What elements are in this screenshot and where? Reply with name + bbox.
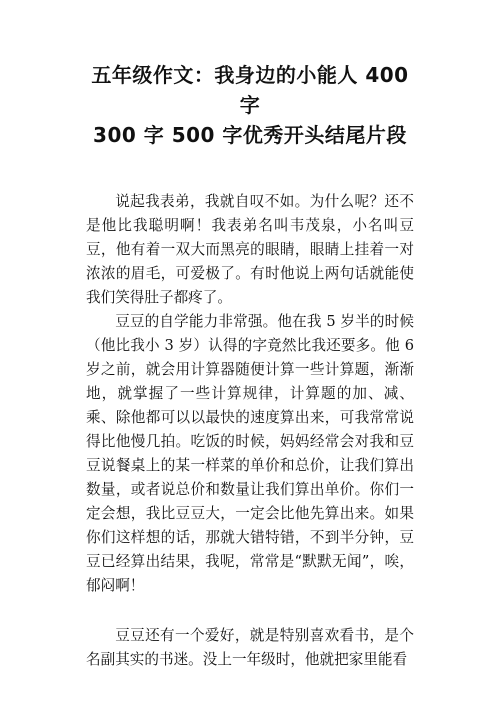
paragraph-2: 豆豆的自学能力非常强。他在我 5 岁半的时候（他比我小 3 岁）认得的字竟然比我还要多。他 6 岁之前，就会用计算器随便计算一些计算题，渐渐地，就掌握了一些计算规律，计算题的加、减、乘、除他都可以以最快的速度算出来，可我常常说得比他慢几拍。吃饭的时候，妈妈经常会对我和豆豆说餐桌上的某一样菜的单价和总价，让我们算出数量，或者说总价和数量让我们算出单价。你们一定会想，我比豆豆大，一定会比他先算出来。如果你们这样想的话，那就大错特错，不到半分钟，豆豆已经算出结果，我呢，常常是“默默无闻”，唉，郁闷啊！ bbox=[86, 313, 414, 594]
document-title bbox=[86, 60, 414, 150]
paragraph-1: 说起我表弟，我就自叹不如。为什么呢？还不是他比我聪明啊！我表弟名叫韦茂泉，小名叫豆豆，他有着一双大而黑亮的眼睛，眼睛上挂着一对浓浓的眉毛，可爱极了。有时他说上两句话就能使我们笑得肚子都疼了。 bbox=[86, 193, 414, 306]
paragraph-gap bbox=[86, 598, 414, 624]
title-line-1: 五年级作文：我身边的小能人 400 字 bbox=[91, 63, 409, 117]
title-line-2: 300 字 500 字优秀开头结尾片段 bbox=[93, 123, 407, 147]
paragraph-3: 豆豆还有一个爱好，就是特别喜欢看书，是个名副其实的书迷。没上一年级时，他就把家里能看 bbox=[86, 627, 414, 668]
